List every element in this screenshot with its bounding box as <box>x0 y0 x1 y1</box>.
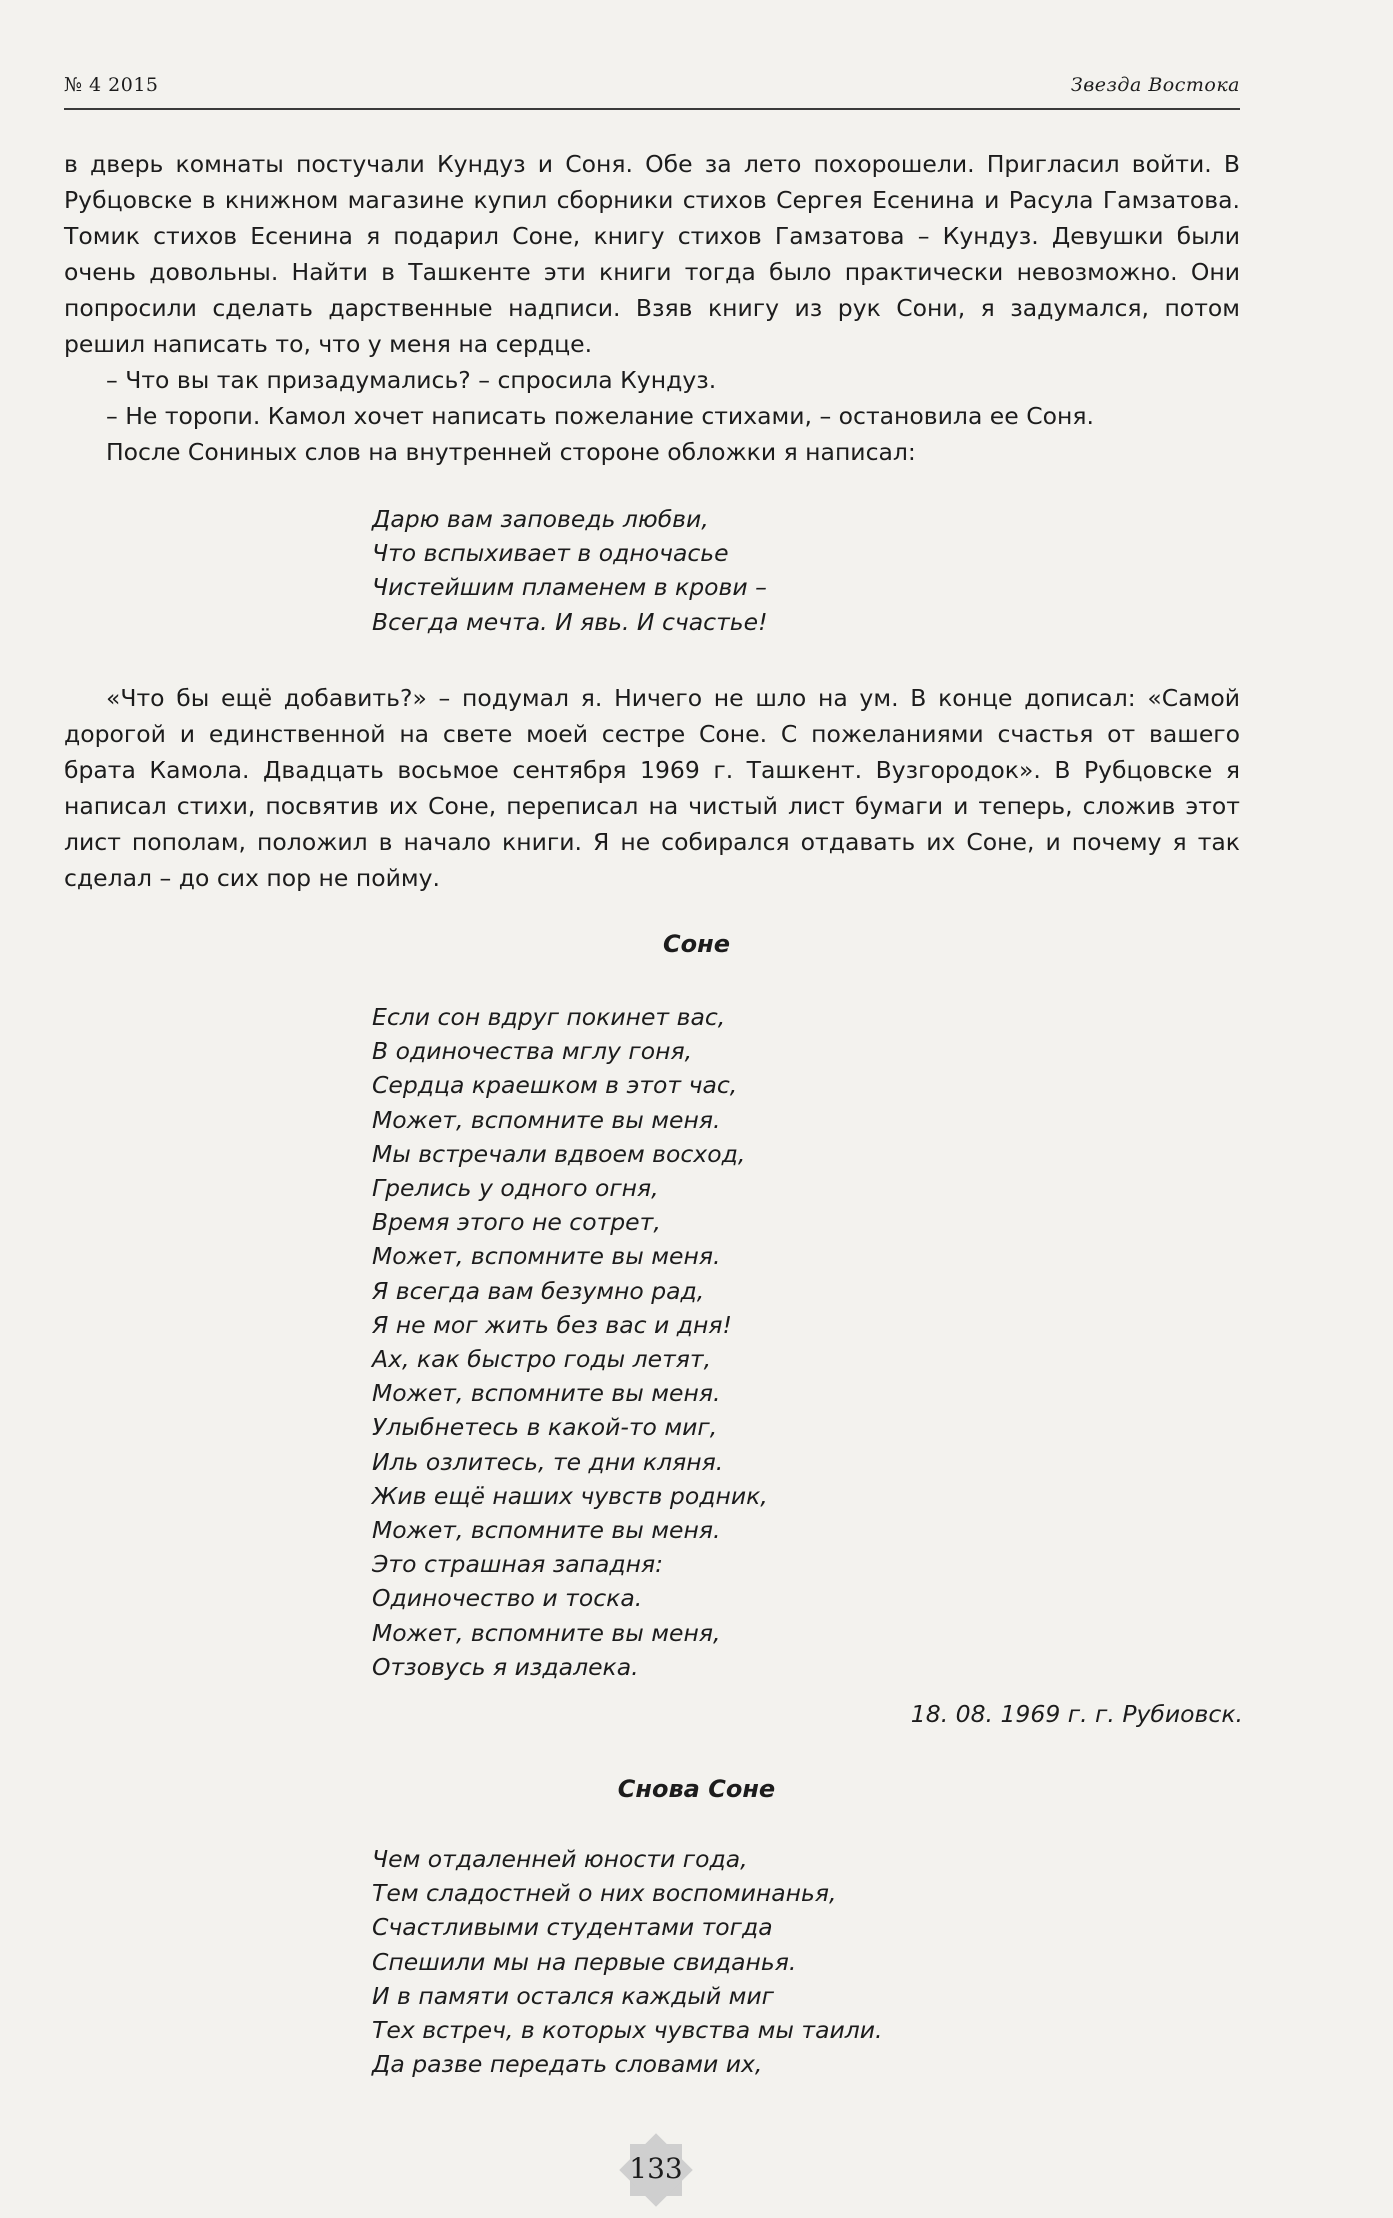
verse-line: И в памяти остался каждый миг <box>372 1981 775 2010</box>
verse-line: Мы встречали вдвоем восход, <box>372 1139 746 1168</box>
verse-line: Если сон вдруг покинет вас, <box>372 1003 726 1031</box>
poem-date: 18. 08. 1969 г. г. Рубиовск. <box>910 1700 1243 1728</box>
page-number: 133 <box>629 2152 683 2185</box>
poem-title: Снова Соне <box>617 1775 776 1803</box>
middle-text <box>64 680 1240 896</box>
verse-line: Это страшная западня: <box>372 1550 664 1579</box>
verse-line: Время этого не сотрет, <box>372 1208 661 1237</box>
poem-title: Соне <box>663 930 730 958</box>
verse-line: Отзовусь я издалека. <box>372 1652 639 1681</box>
verse-line: Чем отдаленней юности года, <box>372 1845 748 1873</box>
dialogue-line: – Не торопи. Камол хочет написать пожелание стихами, – остановила ее Соня. <box>106 402 1094 430</box>
verse-line: Чистейшим пламенем в крови – <box>372 573 767 602</box>
middle-paragraph: «Что бы ещё добавить?» – подумал я. Ничего не шло на ум. В конце дописал: «Самой дорогой и единственной на свете моей сестре Соне. С пожеланиями счастья от вашего брата Камола. Двадцать восьмое сентября 1969 г. Ташкент. Вузгородок». В Рубцовске я написал стихи, посвятив их Соне, переписал на чистый лист бумаги и теперь, сложив этот лист пополам, положил в начало книги. Я не собирался отдавать их Соне, и почему я так сделал – до сих пор не пойму. <box>64 684 1240 892</box>
verse-line: Что вспыхивает в одночасье <box>372 539 729 568</box>
issue-number: № 4 2015 <box>64 74 159 96</box>
verse-line: Может, вспомните вы меня, <box>372 1618 721 1647</box>
verse-line: Одиночество и тоска. <box>372 1584 643 1613</box>
verse-line: Грелись у одного огня, <box>372 1174 659 1203</box>
intro-paragraph: После Сониных слов на внутренней стороне обложки я написал: <box>106 438 916 466</box>
dialogue-line: – Что вы так призадумались? – спросила Кундуз. <box>106 366 717 394</box>
poem-soné <box>372 1000 768 1684</box>
verse-line: Тем сладостней о них воспоминанья, <box>372 1879 837 1908</box>
verse-line: Жив ещё наших чувств родник, <box>372 1481 768 1510</box>
verse-line: Может, вспомните вы меня. <box>372 1516 721 1545</box>
verse-line: Иль озлитесь, те дни кляня. <box>372 1447 724 1476</box>
verse-line: Дарю вам заповедь любви, <box>372 505 709 533</box>
verse-line: Спешили мы на первые свиданья. <box>372 1947 797 1976</box>
verse-line: Улыбнетесь в какой-то миг, <box>372 1413 718 1442</box>
verse-line: Ах, как быстро годы летят, <box>372 1345 712 1374</box>
verse-line: Сердца краешком в этот час, <box>372 1071 738 1100</box>
page-number-block <box>616 2130 696 2210</box>
verse-line: Тех встреч, в которых чувства мы таили. <box>372 2016 883 2045</box>
verse-line: Всегда мечта. И явь. И счастье! <box>372 607 768 636</box>
poem-snova-sone <box>372 1842 883 2081</box>
verse-line: Я не мог жить без вас и дня! <box>372 1310 732 1339</box>
verse-line: Я всегда вам безумно рад, <box>372 1276 705 1305</box>
verse-line: Может, вспомните вы меня. <box>372 1379 721 1408</box>
verse-line: Да разве передать словами их, <box>372 2050 763 2079</box>
intro-paragraph: в дверь комнаты постучали Кундуз и Соня. Обе за лето похорошели. Пригласил войти. В Рубцовске в книжном магазине купил сборники стихов Сергея Есенина и Расула Гамзатова. Томик стихов Есенина я подарил Соне, книгу стихов Гамзатова – Кундуз. Девушки были очень довольны. Найти в Ташкенте эти книги тогда было практически невозможно. Они попросили сделать дарственные надписи. Взяв книгу из рук Сони, я задумался, потом решил написать то, что у меня на сердце. <box>64 150 1240 358</box>
verse-line: В одиночества мглу гоня, <box>372 1037 693 1066</box>
running-header <box>64 74 1240 114</box>
dedication-verse <box>372 502 767 639</box>
intro-text <box>64 146 1240 470</box>
verse-line: Счастливыми студентами тогда <box>372 1913 773 1942</box>
verse-line: Может, вспомните вы меня. <box>372 1105 721 1134</box>
verse-line: Может, вспомните вы меня. <box>372 1242 721 1271</box>
journal-title: Звезда Востока <box>1070 74 1240 96</box>
header-rule <box>64 108 1240 110</box>
